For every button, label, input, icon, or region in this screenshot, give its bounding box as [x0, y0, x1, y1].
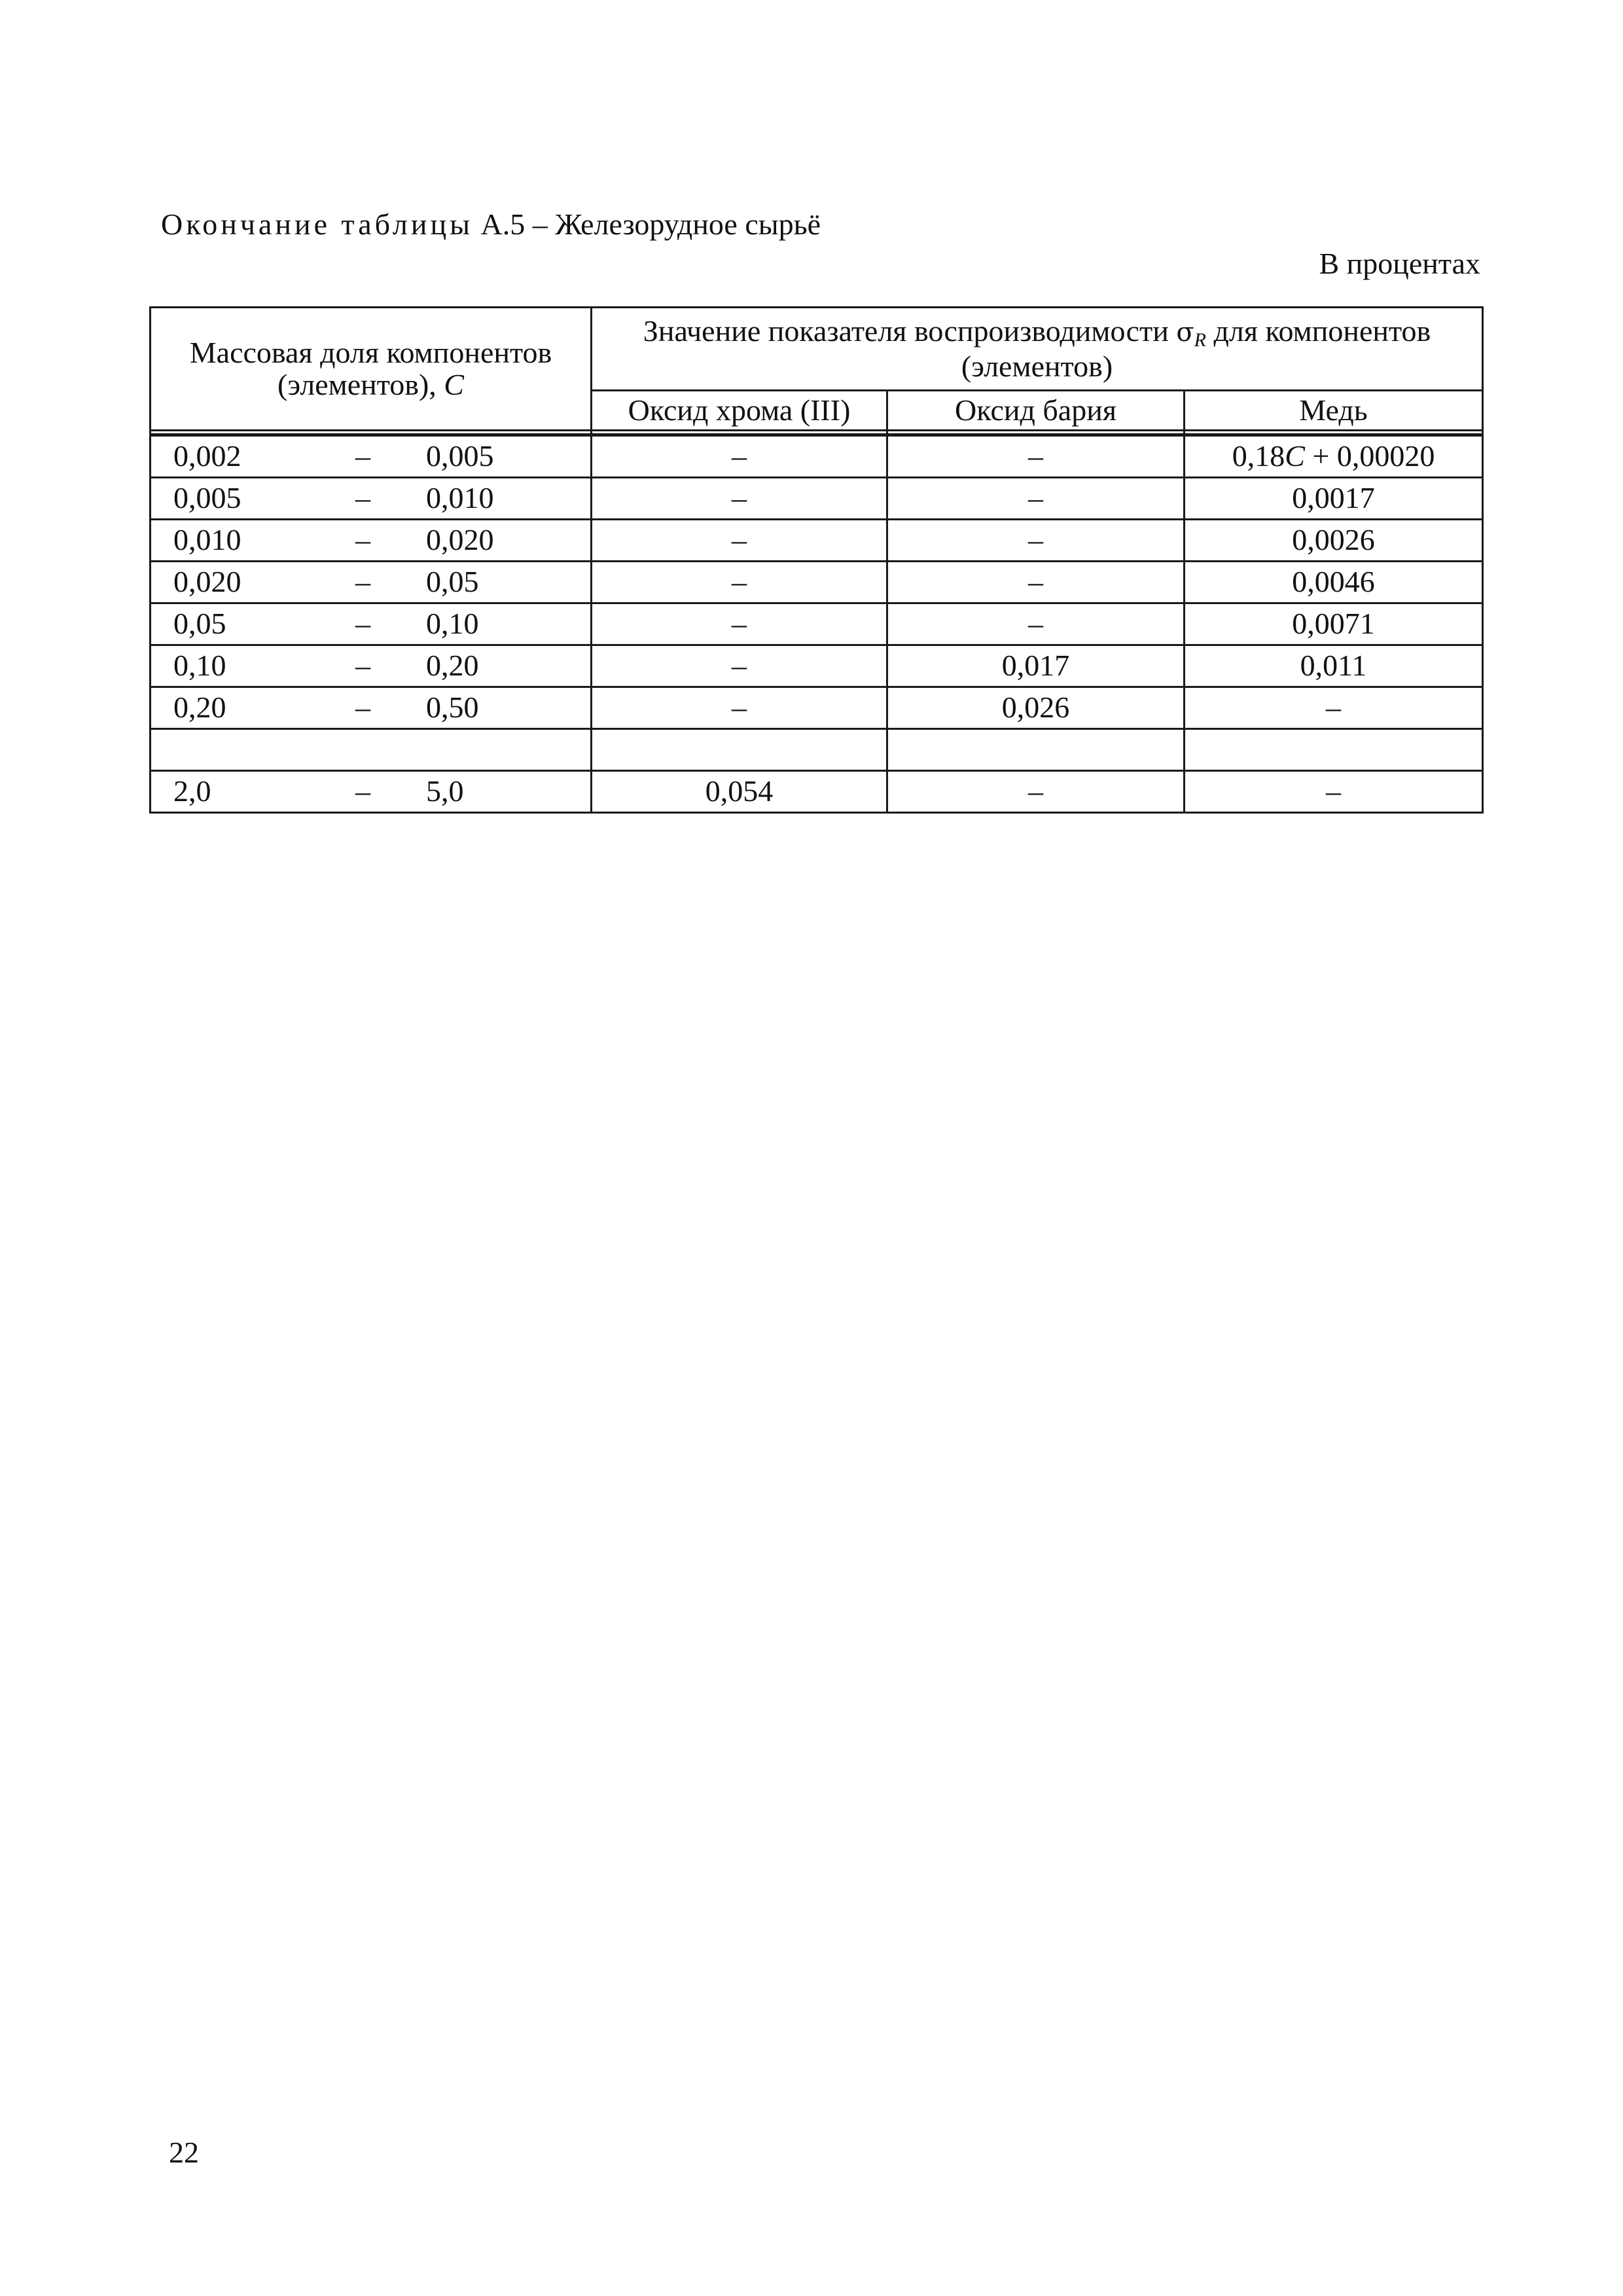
mass-fraction-range	[151, 645, 592, 687]
range-dash: –	[355, 565, 370, 598]
reproducibility-group-header	[592, 308, 1483, 391]
header-separator	[151, 431, 1483, 435]
reproducibility-table	[149, 306, 1484, 814]
copper-value: 0,0017	[1185, 478, 1483, 520]
chromium-oxide-value: –	[592, 520, 887, 562]
range-to: 0,20	[426, 649, 479, 682]
range-to: 0,020	[426, 523, 494, 556]
table-row	[151, 520, 1483, 562]
range-dash: –	[355, 523, 370, 556]
range-from: 0,10	[173, 649, 226, 682]
page-number: 22	[169, 2136, 199, 2169]
column-header-barium-oxide: Оксид бария	[887, 391, 1185, 431]
chromium-oxide-value: –	[592, 478, 887, 520]
range-to: 5,0	[426, 774, 464, 808]
mass-fraction-symbol: C	[444, 367, 464, 401]
mass-fraction-header-line2: (элементов),	[277, 367, 437, 401]
mass-fraction-range	[151, 562, 592, 603]
mass-fraction-header-line1: Массовая доля компонентов	[189, 336, 552, 370]
column-header-chromium-oxide: Оксид хрома (III)	[592, 391, 887, 431]
sigma-symbol: σ	[1176, 317, 1194, 348]
copper-value: 0,0026	[1185, 520, 1483, 562]
mass-fraction-range	[151, 771, 592, 813]
range-dash: –	[355, 481, 370, 514]
copper-value: –	[1185, 771, 1483, 813]
range-to: 0,10	[426, 607, 479, 640]
mass-fraction-range	[151, 478, 592, 520]
table-row	[151, 687, 1483, 729]
copper-value: 0,0046	[1185, 562, 1483, 603]
range-from: 0,005	[173, 481, 241, 514]
chromium-oxide-value: –	[592, 435, 887, 478]
copper-value: 0,011	[1185, 645, 1483, 687]
range-dash: –	[355, 691, 370, 724]
barium-oxide-value: –	[887, 562, 1185, 603]
barium-oxide-value: –	[887, 478, 1185, 520]
range-to: 0,005	[426, 439, 494, 473]
chromium-oxide-value: –	[592, 687, 887, 729]
chromium-oxide-value: –	[592, 603, 887, 645]
barium-oxide-value: –	[887, 603, 1185, 645]
range-from: 0,20	[173, 691, 226, 724]
range-from: 0,002	[173, 439, 241, 473]
table-row	[151, 435, 1483, 478]
barium-oxide-value: 0,017	[887, 645, 1185, 687]
range-from: 2,0	[173, 774, 211, 808]
group-header-text-before: Значение показателя воспроизводимости	[643, 314, 1169, 348]
table-row	[151, 645, 1483, 687]
chromium-oxide-value: 0,054	[592, 771, 887, 813]
range-dash: –	[355, 774, 370, 808]
range-dash: –	[355, 607, 370, 640]
mass-fraction-range	[151, 603, 592, 645]
chromium-oxide-value: –	[592, 562, 887, 603]
mass-fraction-header	[151, 308, 592, 431]
barium-oxide-value: –	[887, 435, 1185, 478]
range-dash: –	[355, 439, 370, 473]
range-to: 0,50	[426, 691, 479, 724]
mass-fraction-range	[151, 687, 592, 729]
range-to: 0,05	[426, 565, 479, 598]
table-caption	[161, 207, 821, 242]
group-header-text-after: для компонентов (элементов)	[961, 314, 1431, 383]
caption-title: А.5 – Железорудное сырьё	[480, 207, 821, 241]
range-dash: –	[355, 649, 370, 682]
table-row	[151, 771, 1483, 813]
copper-value: 0,0071	[1185, 603, 1483, 645]
chromium-oxide-value: –	[592, 645, 887, 687]
blank-row	[151, 729, 1483, 771]
range-from: 0,05	[173, 607, 226, 640]
header-row-top	[151, 308, 1483, 391]
mass-fraction-range	[151, 435, 592, 478]
caption-lead: Окончание таблицы	[161, 207, 473, 241]
table-row	[151, 603, 1483, 645]
range-from: 0,010	[173, 523, 241, 556]
table-row	[151, 562, 1483, 603]
table-row	[151, 478, 1483, 520]
mass-fraction-range	[151, 520, 592, 562]
barium-oxide-value: –	[887, 520, 1185, 562]
copper-value: –	[1185, 687, 1483, 729]
range-to: 0,010	[426, 481, 494, 514]
column-header-copper: Медь	[1185, 391, 1483, 431]
range-from: 0,020	[173, 565, 241, 598]
barium-oxide-value: 0,026	[887, 687, 1185, 729]
sigma-subscript: R	[1194, 329, 1206, 351]
copper-value: 0,18C + 0,00020	[1185, 435, 1483, 478]
units-label: В процентах	[1319, 247, 1480, 280]
barium-oxide-value: –	[887, 771, 1185, 813]
